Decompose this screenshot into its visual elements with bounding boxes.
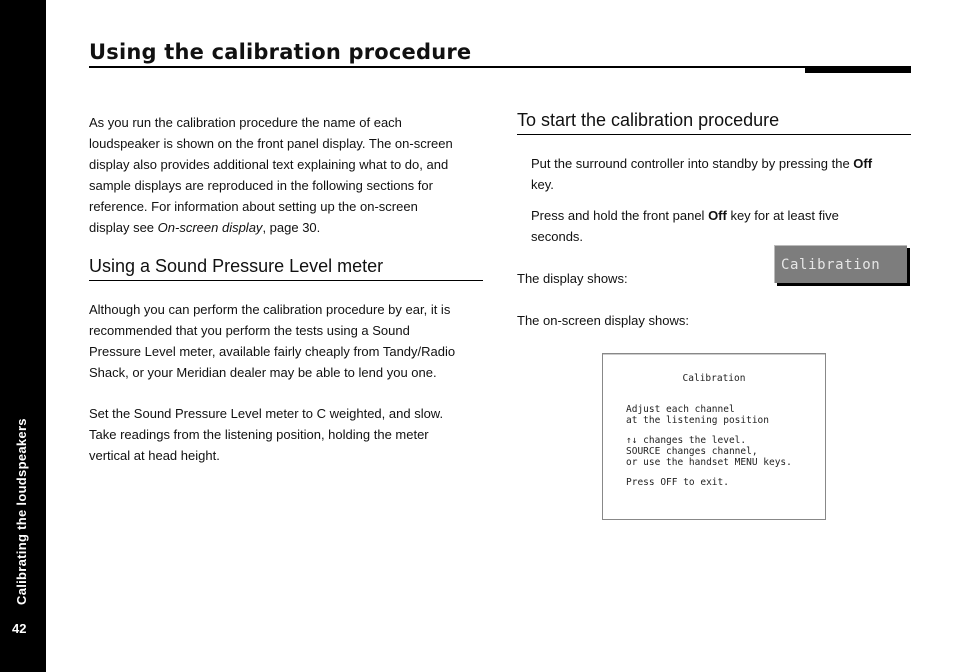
- spl-paragraph-2: Set the Sound Pressure Level meter to C weighted, and slow. Take readings from the listening position, holding the meter vertical at head height.: [89, 406, 444, 463]
- section-label: Calibrating the loudspeakers: [14, 418, 29, 605]
- osd-line: ↑↓ changes the level.: [626, 435, 747, 446]
- osd-title: Calibration: [682, 373, 746, 384]
- off-key-label: Off: [853, 156, 873, 171]
- step-1: Put the surround controller into standby by pressing the Off key.: [531, 156, 873, 192]
- off-key-label: Off: [708, 208, 727, 223]
- osd-line: Press OFF to exit.: [626, 477, 729, 488]
- start-heading-rule: [517, 134, 911, 135]
- intro-paragraph: As you run the calibration procedure the name of each loudspeaker is shown on the front panel display. The on-screen display also provides additional text explaining what to do, and sample displays are reproduced in the following sections for reference. For information about setting up the on-screen display see On-screen display, page 30.: [89, 115, 453, 235]
- osd-line: at the listening position: [626, 415, 769, 426]
- title-rule-accent: [805, 66, 911, 73]
- front-panel-display: [774, 245, 907, 283]
- spl-heading: Using a Sound Pressure Level meter: [89, 256, 384, 276]
- spl-heading-rule: [89, 280, 483, 281]
- onscreen-shows-label: The on-screen display shows:: [517, 313, 689, 328]
- link-onscreen-display: On-screen display: [157, 220, 263, 235]
- onscreen-display: [602, 353, 826, 520]
- step-2: Press and hold the front panel Off key for at least five seconds.: [531, 208, 839, 244]
- start-heading: To start the calibration procedure: [517, 110, 780, 130]
- osd-line: SOURCE changes channel,: [626, 446, 758, 457]
- display-shows-label: The display shows:: [517, 271, 628, 286]
- osd-line: Adjust each channel: [626, 404, 735, 415]
- osd-line: or use the handset MENU keys.: [626, 457, 792, 468]
- spl-paragraph-1: Although you can perform the calibration procedure by ear, it is recommended that you perform the tests using a Sound Pressure Level meter, available fairly cheaply from Tandy/Radio Shack, or your Meridian dealer may be able to lend you one.: [89, 302, 456, 380]
- title-rule: [89, 66, 911, 68]
- page-number: 42: [12, 621, 27, 636]
- front-panel-text: Calibration: [781, 257, 881, 273]
- page-title: Using the calibration procedure: [89, 40, 472, 64]
